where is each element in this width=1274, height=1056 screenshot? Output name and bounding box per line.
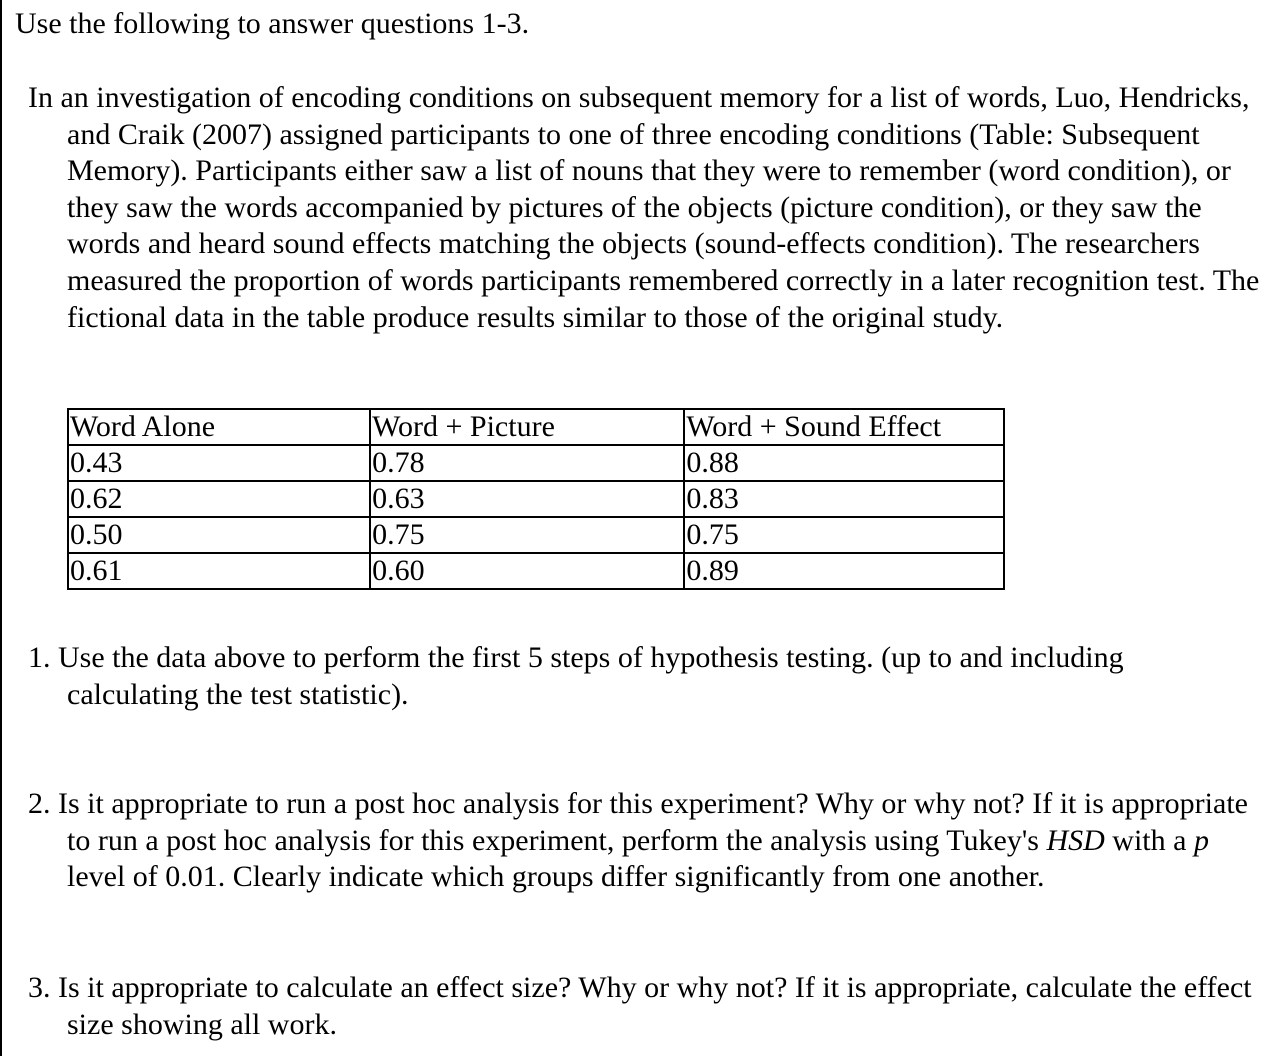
table-cell: 0.63 — [370, 481, 684, 517]
table-row — [68, 445, 1004, 481]
column-header: Word + Sound Effect — [684, 409, 1004, 445]
column-header: Word Alone — [68, 409, 370, 445]
column-header: Word + Picture — [370, 409, 684, 445]
table-cell: 0.83 — [684, 481, 1004, 517]
table-cell: 0.75 — [370, 517, 684, 553]
table-cell: 0.61 — [68, 553, 370, 589]
table-cell: 0.50 — [68, 517, 370, 553]
question-3: 3. Is it appropriate to calculate an effect size? Why or why not? If it is appropriate, calculate the effect size showing all work. — [28, 971, 1252, 1041]
question-2-text: 2. Is it appropriate to run a post hoc analysis for this experiment? Why or why not? If it is appropriate to run a post hoc analysis for this experiment, perform the analysis using Tukey's — [28, 787, 1248, 857]
table-cell: 0.62 — [68, 481, 370, 517]
table-row — [68, 517, 1004, 553]
subsequent-memory-table — [67, 408, 1005, 590]
table-row — [68, 553, 1004, 589]
question-2 — [28, 786, 1260, 896]
table-cell: 0.78 — [370, 445, 684, 481]
table-cell: 0.43 — [68, 445, 370, 481]
table-cell: 0.88 — [684, 445, 1004, 481]
table-cell: 0.60 — [370, 553, 684, 589]
table-header-row — [68, 409, 1004, 445]
instructions-heading: Use the following to answer questions 1-3. — [15, 7, 530, 40]
p-term: p — [1193, 823, 1209, 857]
table-cell: 0.75 — [684, 517, 1004, 553]
hsd-term: HSD — [1046, 823, 1105, 857]
question-1: 1. Use the data above to perform the first 5 steps of hypothesis testing. (up to and including calculating the test statistic). — [28, 641, 1124, 711]
study-description: In an investigation of encoding conditions on subsequent memory for a list of words, Luo, Hendricks, and Craik (2007) assigned participants to one of three encoding conditions (Table: Subsequent Memory). Participants either saw a list of nouns that they were to remember (word condition), or they saw the words accompanied by pictures of the objects (picture condition), or they saw the words and heard sound effects matching the objects (sound-effects condition). The researchers measured the proportion of words participants remembered correctly in a later recognition test. The fictional data in the table produce results similar to those of the original study. — [28, 81, 1260, 334]
table-row — [68, 481, 1004, 517]
table-cell: 0.89 — [684, 553, 1004, 589]
question-2-text: with a — [1104, 823, 1194, 857]
question-2-text: level of 0.01. Clearly indicate which groups differ significantly from one another. — [67, 860, 1045, 894]
